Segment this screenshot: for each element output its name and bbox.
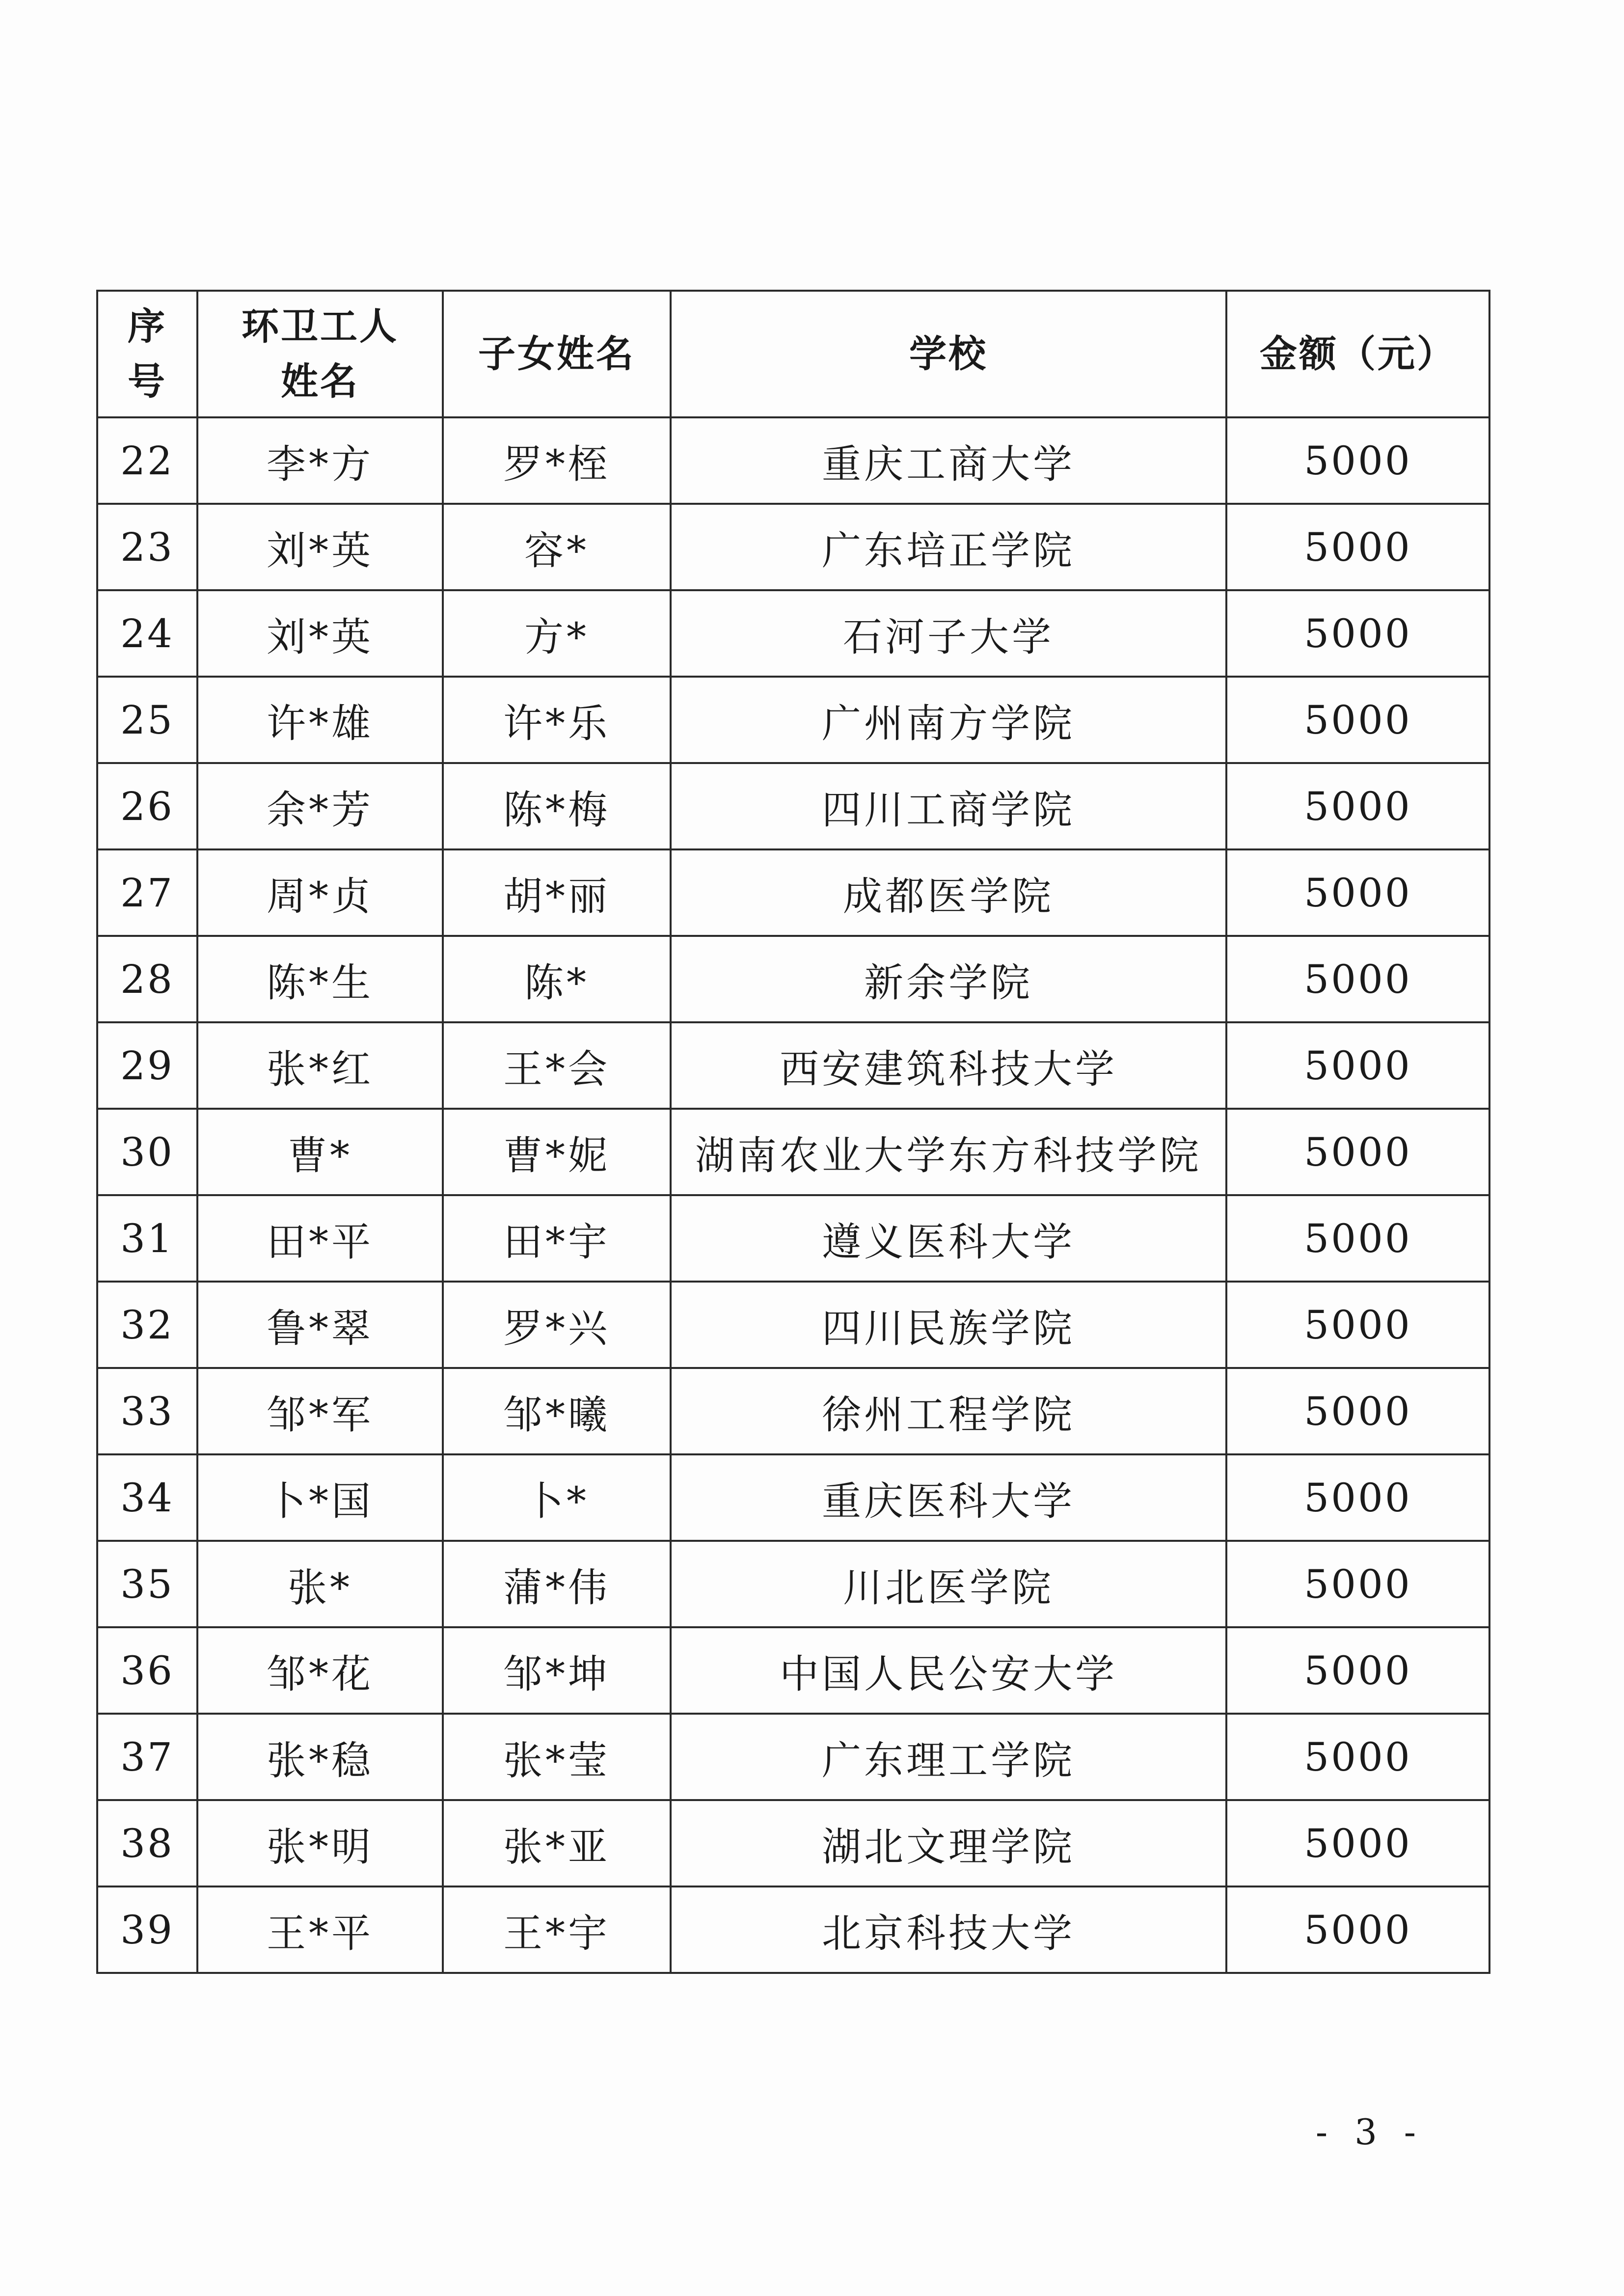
cell-school: 石河子大学 — [671, 590, 1226, 677]
table-row — [97, 1109, 1489, 1195]
cell-amount: 5000 — [1226, 849, 1489, 936]
cell-child-name: 邹*坤 — [443, 1627, 671, 1714]
cell-worker-name: 刘*英 — [197, 590, 443, 677]
header-worker-name: 环卫工人姓名 — [197, 291, 443, 417]
cell-school: 西安建筑科技大学 — [671, 1022, 1226, 1109]
cell-seq: 35 — [97, 1541, 197, 1627]
cell-child-name: 卜* — [443, 1454, 671, 1541]
cell-seq: 38 — [97, 1800, 197, 1886]
cell-seq: 28 — [97, 936, 197, 1022]
cell-child-name: 曹*妮 — [443, 1109, 671, 1195]
cell-school: 重庆医科大学 — [671, 1454, 1226, 1541]
header-seq: 序号 — [97, 291, 197, 417]
cell-school: 北京科技大学 — [671, 1886, 1226, 1973]
cell-worker-name: 曹* — [197, 1109, 443, 1195]
cell-child-name: 田*宇 — [443, 1195, 671, 1282]
cell-child-name: 容* — [443, 504, 671, 590]
header-amount: 金额（元） — [1226, 291, 1489, 417]
table-row — [97, 590, 1489, 677]
cell-worker-name: 陈*生 — [197, 936, 443, 1022]
cell-school: 广州南方学院 — [671, 677, 1226, 763]
table-row — [97, 1627, 1489, 1714]
subsidy-table — [96, 290, 1490, 1974]
cell-child-name: 许*乐 — [443, 677, 671, 763]
cell-child-name: 胡*丽 — [443, 849, 671, 936]
cell-worker-name: 刘*英 — [197, 504, 443, 590]
cell-seq: 32 — [97, 1282, 197, 1368]
table-row — [97, 1195, 1489, 1282]
table-row — [97, 1282, 1489, 1368]
cell-school: 湖北文理学院 — [671, 1800, 1226, 1886]
cell-seq: 22 — [97, 417, 197, 504]
cell-child-name: 方* — [443, 590, 671, 677]
table-row — [97, 504, 1489, 590]
cell-worker-name: 王*平 — [197, 1886, 443, 1973]
table-row — [97, 1022, 1489, 1109]
cell-worker-name: 卜*国 — [197, 1454, 443, 1541]
cell-seq: 36 — [97, 1627, 197, 1714]
table-row — [97, 763, 1489, 849]
cell-seq: 37 — [97, 1714, 197, 1800]
cell-child-name: 张*莹 — [443, 1714, 671, 1800]
cell-worker-name: 邹*花 — [197, 1627, 443, 1714]
cell-child-name: 罗*桎 — [443, 417, 671, 504]
cell-child-name: 王*宇 — [443, 1886, 671, 1973]
cell-amount: 5000 — [1226, 1541, 1489, 1627]
header-child-name: 子女姓名 — [443, 291, 671, 417]
table-row — [97, 1368, 1489, 1454]
cell-amount: 5000 — [1226, 1714, 1489, 1800]
header-school: 学校 — [671, 291, 1226, 417]
cell-worker-name: 张* — [197, 1541, 443, 1627]
cell-amount: 5000 — [1226, 936, 1489, 1022]
table-row — [97, 1714, 1489, 1800]
cell-worker-name: 许*雄 — [197, 677, 443, 763]
cell-seq: 24 — [97, 590, 197, 677]
cell-school: 重庆工商大学 — [671, 417, 1226, 504]
cell-amount: 5000 — [1226, 590, 1489, 677]
table-row — [97, 1454, 1489, 1541]
cell-school: 广东培正学院 — [671, 504, 1226, 590]
cell-child-name: 罗*兴 — [443, 1282, 671, 1368]
cell-worker-name: 邹*军 — [197, 1368, 443, 1454]
cell-seq: 29 — [97, 1022, 197, 1109]
cell-amount: 5000 — [1226, 1022, 1489, 1109]
cell-seq: 27 — [97, 849, 197, 936]
cell-amount: 5000 — [1226, 1195, 1489, 1282]
cell-worker-name: 张*稳 — [197, 1714, 443, 1800]
header-row — [97, 291, 1489, 417]
table-header — [97, 291, 1489, 417]
cell-worker-name: 田*平 — [197, 1195, 443, 1282]
cell-child-name: 陈*梅 — [443, 763, 671, 849]
table-row — [97, 936, 1489, 1022]
cell-worker-name: 余*芳 — [197, 763, 443, 849]
cell-school: 成都医学院 — [671, 849, 1226, 936]
cell-worker-name: 李*方 — [197, 417, 443, 504]
cell-amount: 5000 — [1226, 1109, 1489, 1195]
cell-school: 遵义医科大学 — [671, 1195, 1226, 1282]
cell-seq: 23 — [97, 504, 197, 590]
table-row — [97, 1886, 1489, 1973]
cell-school: 广东理工学院 — [671, 1714, 1226, 1800]
cell-child-name: 陈* — [443, 936, 671, 1022]
cell-school: 徐州工程学院 — [671, 1368, 1226, 1454]
cell-school: 四川工商学院 — [671, 763, 1226, 849]
cell-seq: 25 — [97, 677, 197, 763]
table-body — [97, 417, 1489, 1973]
cell-amount: 5000 — [1226, 1800, 1489, 1886]
table-row — [97, 1541, 1489, 1627]
cell-amount: 5000 — [1226, 1627, 1489, 1714]
table-row — [97, 677, 1489, 763]
cell-seq: 26 — [97, 763, 197, 849]
cell-worker-name: 鲁*翠 — [197, 1282, 443, 1368]
table-row — [97, 849, 1489, 936]
cell-amount: 5000 — [1226, 417, 1489, 504]
cell-amount: 5000 — [1226, 1454, 1489, 1541]
cell-child-name: 邹*曦 — [443, 1368, 671, 1454]
cell-school: 川北医学院 — [671, 1541, 1226, 1627]
cell-child-name: 王*会 — [443, 1022, 671, 1109]
cell-amount: 5000 — [1226, 1886, 1489, 1973]
cell-school: 四川民族学院 — [671, 1282, 1226, 1368]
subsidy-table-container — [96, 290, 1489, 1974]
cell-school: 中国人民公安大学 — [671, 1627, 1226, 1714]
cell-seq: 39 — [97, 1886, 197, 1973]
cell-amount: 5000 — [1226, 504, 1489, 590]
cell-seq: 30 — [97, 1109, 197, 1195]
cell-seq: 31 — [97, 1195, 197, 1282]
page-number: - 3 - — [1315, 2111, 1424, 2153]
cell-worker-name: 张*红 — [197, 1022, 443, 1109]
table-row — [97, 1800, 1489, 1886]
cell-amount: 5000 — [1226, 1368, 1489, 1454]
cell-seq: 33 — [97, 1368, 197, 1454]
cell-amount: 5000 — [1226, 763, 1489, 849]
cell-worker-name: 张*明 — [197, 1800, 443, 1886]
cell-amount: 5000 — [1226, 1282, 1489, 1368]
cell-school: 湖南农业大学东方科技学院 — [671, 1109, 1226, 1195]
cell-worker-name: 周*贞 — [197, 849, 443, 936]
table-row — [97, 417, 1489, 504]
cell-amount: 5000 — [1226, 677, 1489, 763]
cell-child-name: 张*亚 — [443, 1800, 671, 1886]
cell-child-name: 蒲*伟 — [443, 1541, 671, 1627]
cell-school: 新余学院 — [671, 936, 1226, 1022]
cell-seq: 34 — [97, 1454, 197, 1541]
